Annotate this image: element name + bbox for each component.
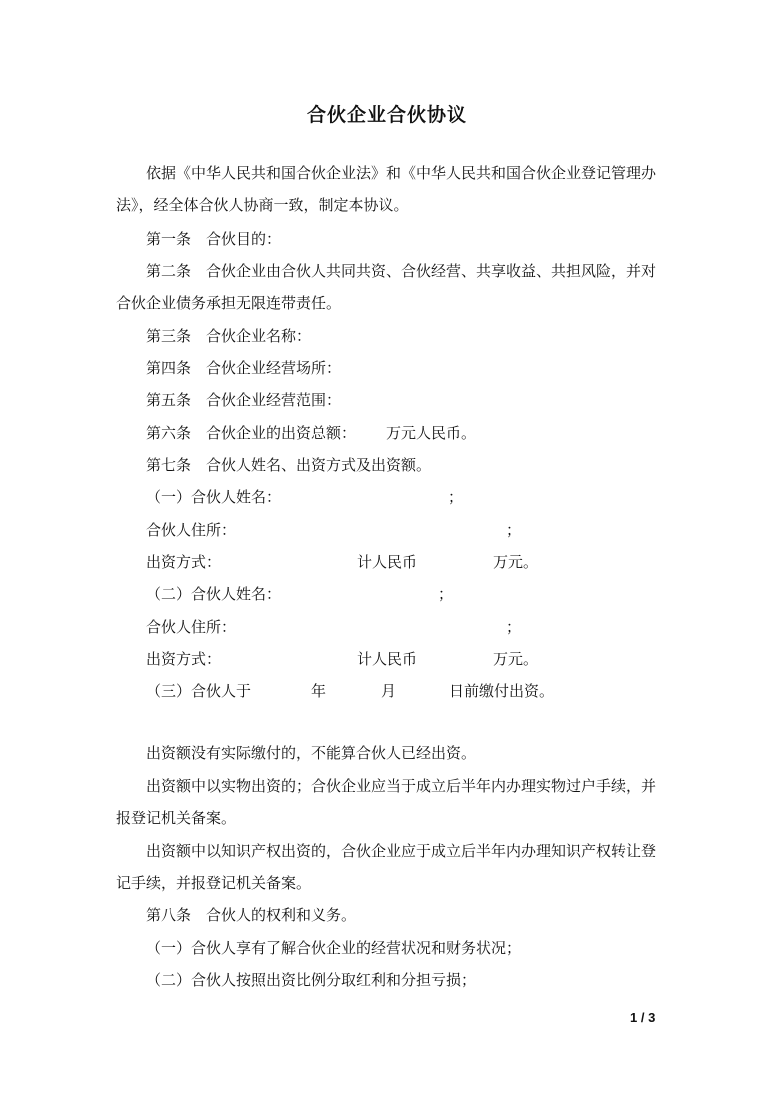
document-title: 合伙企业合伙协议 [306,104,467,126]
intro-line-2: 法》，经全体合伙人协商一致，制定本协议。 [116,196,409,214]
page-number: 1 / 3 [630,1010,656,1025]
article-2-line-1: 第二条 合伙企业由合伙人共同共资、合伙经营、共享收益、共担风险，并对 [146,262,657,280]
partner-2-contrib-mid: 计人民币 [357,650,418,668]
partner-2-address-semicolon: ； [506,618,522,636]
right-1: （一）合伙人享有了解合伙企业的经营状况和财务状况； [146,939,522,957]
article-6 [146,417,476,449]
partner-3-month: 月 [381,682,397,700]
partner-1-address-label: 合伙人住所： [146,521,237,539]
intro-line-1: 依据《中华人民共和国合伙企业法》和《中华人民共和国合伙企业登记管理办 [146,164,657,182]
note-1: 出资额没有实际缴付的，不能算合伙人已经出资。 [146,744,477,762]
partner-2-contrib-label: 出资方式： [146,650,222,668]
partner-1-address-semicolon: ； [506,521,522,539]
partner-2-name-label: （二）合伙人姓名： [146,585,282,603]
note-3-line-2: 记手续，并报登记机关备案。 [116,874,312,892]
article-1: 第一条 合伙目的： [146,230,282,248]
article-6-suffix: 万元人民币。 [386,424,477,442]
note-3-line-1: 出资额中以知识产权出资的，合伙企业应于成立后半年内办理知识产权转让登 [146,842,657,860]
article-3: 第三条 合伙企业名称： [146,327,312,345]
note-2-line-2: 报登记机关备案。 [116,809,237,827]
partner-1-contrib-mid: 计人民币 [357,553,418,571]
partner-1-contrib-label: 出资方式： [146,553,222,571]
article-5: 第五条 合伙企业经营范围： [146,391,342,409]
right-2: （二）合伙人按照出资比例分取红利和分担亏损； [146,971,477,989]
note-2-line-1: 出资额中以实物出资的；合伙企业应当于成立后半年内办理实物过户手续，并 [146,777,657,795]
partner-3-year: 年 [311,682,327,700]
article-8: 第八条 合伙人的权利和义务。 [146,906,357,924]
partner-1-name-row [146,481,281,513]
partner-3-day-suffix: 日前缴付出资。 [449,682,555,700]
article-7: 第七条 合伙人姓名、出资方式及出资额。 [146,456,432,474]
partner-3-prefix: （三）合伙人于 [146,682,252,700]
partner-1-name-label: （一）合伙人姓名： [146,488,282,506]
partner-2-contrib-end: 万元。 [493,650,539,668]
partner-1-contrib-end: 万元。 [493,553,539,571]
article-6-prefix: 第六条 合伙企业的出资总额： [146,424,357,442]
partner-1-name-semicolon: ； [448,488,464,506]
partner-2-address-label: 合伙人住所： [146,618,237,636]
article-4: 第四条 合伙企业经营场所： [146,359,342,377]
article-2-line-2: 合伙企业债务承担无限连带责任。 [116,294,342,312]
partner-2-name-semicolon: ； [438,585,454,603]
